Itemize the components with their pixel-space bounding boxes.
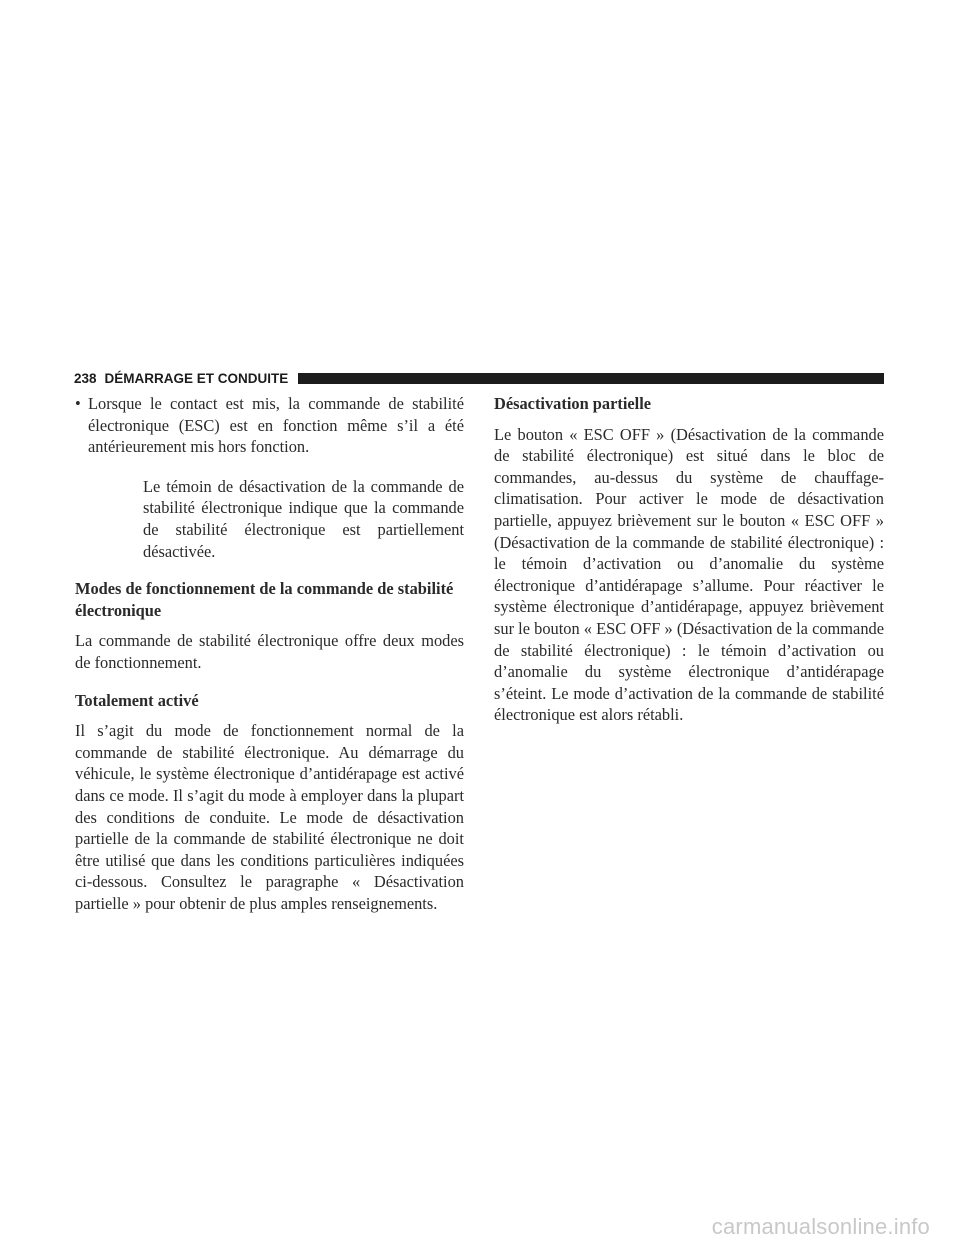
- modes-heading: Modes de fonctionnement de la commande de stabilité électronique: [75, 579, 454, 620]
- page-number: 238: [74, 370, 97, 386]
- full-mode-paragraph: Il s’agit du mode de fonctionnement normal de la commande de stabilité électronique. Au démarrage du véhicule, le système électronique d’antidérapage est activé dans ce mode. Il s’agit du mode à employer dans la plupart des conditions de conduite. Le mode de désactivation partielle de la commande de stabilité électronique ne doit être utilisé que dans les conditions particulières indiquées ci-dessous. Consultez le paragraphe « Désactivation partielle » pour obtenir de plus amples renseignements.: [75, 721, 464, 913]
- bullet-text: Lorsque le contact est mis, la commande de stabilité électronique (ESC) est en fonction même s’il a été antérieurement mis hors fonction.: [88, 394, 464, 457]
- right-column: [494, 393, 884, 726]
- bullet-mark: •: [75, 394, 81, 413]
- partial-mode-paragraph: Le bouton « ESC OFF » (Désactivation de la commande de stabilité électronique) est situé dans le bloc de commandes, au-dessus du système de chauffage-climatisation. Pour activer le mode de désactivation partielle, appuyez brièvement sur le bouton « ESC OFF » (Désactivation de la commande de stabilité électronique) : le témoin d’activation ou d’anomalie du système électronique d’antidérapage s’allume. Pour réactiver le système électronique d’antidérapage, appuyez brièvement sur le bouton « ESC OFF » (Désactivation de la commande de stabilité électronique) : le témoin d’activation ou d’anomalie du système électronique d’antidérapage s’éteint. Le mode d’activation de la commande de stabilité électronique est alors rétabli.: [494, 424, 884, 725]
- partial-mode-heading: Désactivation partielle: [494, 394, 652, 413]
- section-title: DÉMARRAGE ET CONDUITE: [104, 370, 289, 386]
- indicator-note: Le témoin de désactivation de la commande de stabilité électronique indique que la commande de stabilité électronique est partiellement désactivée.: [143, 476, 464, 561]
- modes-paragraph: La commande de stabilité électronique offre deux modes de fonctionnement.: [75, 631, 464, 672]
- full-mode-heading: Totalement activé: [75, 690, 199, 710]
- left-column: [75, 393, 464, 914]
- watermark-text: carmanualsonline.info: [711, 1214, 930, 1239]
- bullet-item: [75, 393, 464, 458]
- page-header: [74, 368, 884, 388]
- header-rule: [298, 373, 884, 384]
